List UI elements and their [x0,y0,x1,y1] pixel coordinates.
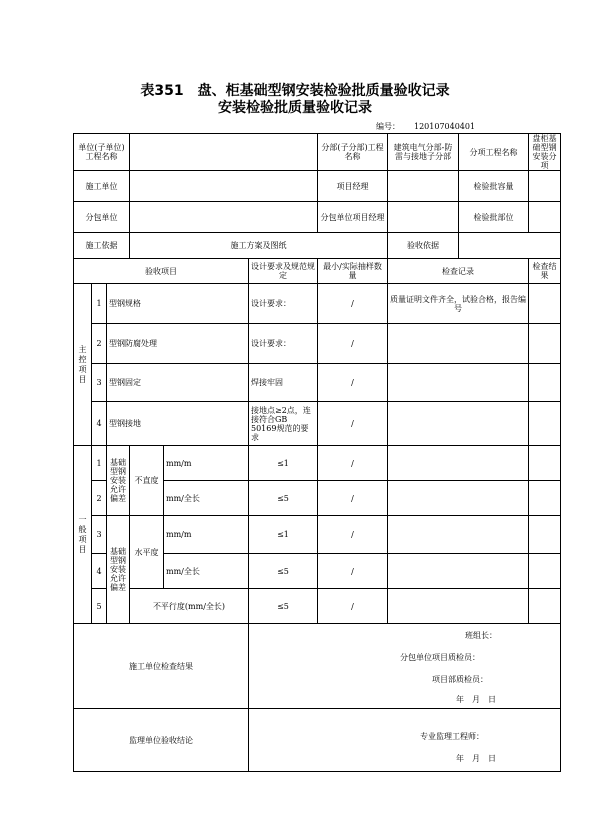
unit-name-value[interactable] [130,134,318,171]
code-value: 120107040401 [414,122,476,131]
main-item-name: 型钢接地 [107,402,249,446]
subcontractor-label: 分包单位 [74,202,130,233]
main-item-record[interactable] [388,402,529,446]
code-label: 编号： [376,122,400,131]
main-item-result[interactable] [529,402,561,446]
construction-basis-label: 施工依据 [74,233,130,259]
general-item-unit: mm/m [164,446,249,481]
division-name-label: 分部(子分部)工程名称 [318,134,388,171]
general-item-record[interactable] [388,589,529,624]
main-item-name: 型钢防腐处理 [107,324,249,364]
general-item-unit: mm/m [164,516,249,554]
general-item-record[interactable] [388,516,529,554]
sub-project-manager-label: 分包单位项目经理 [318,202,388,233]
inspection-table [73,133,561,772]
straightness-label: 不直度 [130,446,164,516]
general-items-label: 一般项目 [74,446,92,624]
division-name-value: 建筑电气分部-防雷与接地子分部 [388,134,459,171]
acceptance-basis-value[interactable] [459,233,561,259]
main-item-no: 2 [92,324,107,364]
supervisor-signature-block[interactable] [249,709,561,772]
supervisor-result-label: 监理单位验收结论 [74,709,249,772]
main-item-design: 设计要求： [249,324,318,364]
batch-capacity-value[interactable] [529,171,561,202]
supervisor-date: 年 月 日 [456,754,496,763]
main-item-result[interactable] [529,284,561,324]
main-item-result[interactable] [529,324,561,364]
main-item-record[interactable] [388,364,529,402]
general-item-unit: mm/全长 [164,481,249,516]
general-item-design: ≤1 [249,446,318,481]
sub-inspector-label: 分包单位项目质检员： [400,653,480,662]
document-code [376,121,475,132]
unit-name-label: 单位(子单位)工程名称 [74,134,130,171]
general-item-result[interactable] [529,589,561,624]
general-item-record[interactable] [388,481,529,516]
col-acceptance-item: 验收项目 [74,259,249,284]
col-design-requirement: 设计要求及规范规定 [249,259,318,284]
flatness-label: 不平行度(mm/全长) [130,589,249,624]
col-inspection-result: 检查结果 [529,259,561,284]
col-sample-count: 最小/实际抽样数量 [318,259,388,284]
deviation-group-label: 基础型钢安装允许偏差 [107,446,130,516]
project-manager-label: 项目经理 [318,171,388,202]
document-title: 表351 盘、柜基础型钢安装检验批质量验收记录 [140,83,450,99]
main-item-record[interactable] [388,324,529,364]
subitem-name-label: 分项工程名称 [459,134,529,171]
general-item-result[interactable] [529,516,561,554]
general-item-no: 3 [92,516,107,554]
constructor-label: 施工单位 [74,171,130,202]
batch-capacity-label: 检验批容量 [459,171,529,202]
sub-project-manager-value[interactable] [388,202,459,233]
general-item-sample: / [318,481,388,516]
main-item-sample: / [318,324,388,364]
general-item-design: ≤5 [249,554,318,589]
general-item-design: ≤1 [249,516,318,554]
general-item-record[interactable] [388,446,529,481]
general-item-sample: / [318,446,388,481]
construction-basis-value: 施工方案及图纸 [130,233,388,259]
project-manager-value[interactable] [388,171,459,202]
main-item-name: 型钢固定 [107,364,249,402]
main-item-no: 1 [92,284,107,324]
general-item-result[interactable] [529,481,561,516]
batch-location-label: 检验批部位 [459,202,529,233]
main-item-sample: / [318,364,388,402]
general-item-sample: / [318,589,388,624]
general-item-no: 4 [92,554,107,589]
main-control-label: 主控项目 [74,284,92,446]
supervising-engineer-label: 专业监理工程师： [420,732,484,741]
deviation-group-label: 基础型钢安装允许偏差 [107,516,130,624]
general-item-result[interactable] [529,554,561,589]
constructor-result-label: 施工单位检查结果 [74,624,249,709]
levelness-label: 水平度 [130,516,164,589]
acceptance-basis-label: 验收依据 [388,233,459,259]
main-item-sample: / [318,284,388,324]
general-item-no: 5 [92,589,107,624]
batch-location-value[interactable] [529,202,561,233]
col-inspection-record: 检查记录 [388,259,529,284]
general-item-sample: / [318,516,388,554]
general-item-record[interactable] [388,554,529,589]
main-item-design: 焊接牢固 [249,364,318,402]
subcontractor-value[interactable] [130,202,318,233]
general-item-result[interactable] [529,446,561,481]
main-item-sample: / [318,402,388,446]
general-item-unit: mm/全长 [164,554,249,589]
general-item-no: 1 [92,446,107,481]
general-item-design: ≤5 [249,481,318,516]
constructor-signature-block[interactable] [249,624,561,709]
constructor-value[interactable] [130,171,318,202]
subitem-name-value: 盘柜基础型钢安装分项 [529,134,561,171]
general-item-design: ≤5 [249,589,318,624]
general-item-no: 2 [92,481,107,516]
constructor-date: 年 月 日 [456,695,496,704]
main-item-design: 设计要求： [249,284,318,324]
main-item-record: 质量证明文件齐全，试验合格，报告编号 [388,284,529,324]
document-subtitle: 安装检验批质量验收记录 [218,100,372,116]
main-item-design: 接地点≥2点，连接符合GB 50169规范的要求 [249,402,318,446]
inspector-label: 项目部质检员： [432,675,488,684]
main-item-no: 4 [92,402,107,446]
main-item-name: 型钢规格 [107,284,249,324]
main-item-no: 3 [92,364,107,402]
general-item-sample: / [318,554,388,589]
main-item-result[interactable] [529,364,561,402]
team-leader-label: 班组长： [465,631,497,640]
